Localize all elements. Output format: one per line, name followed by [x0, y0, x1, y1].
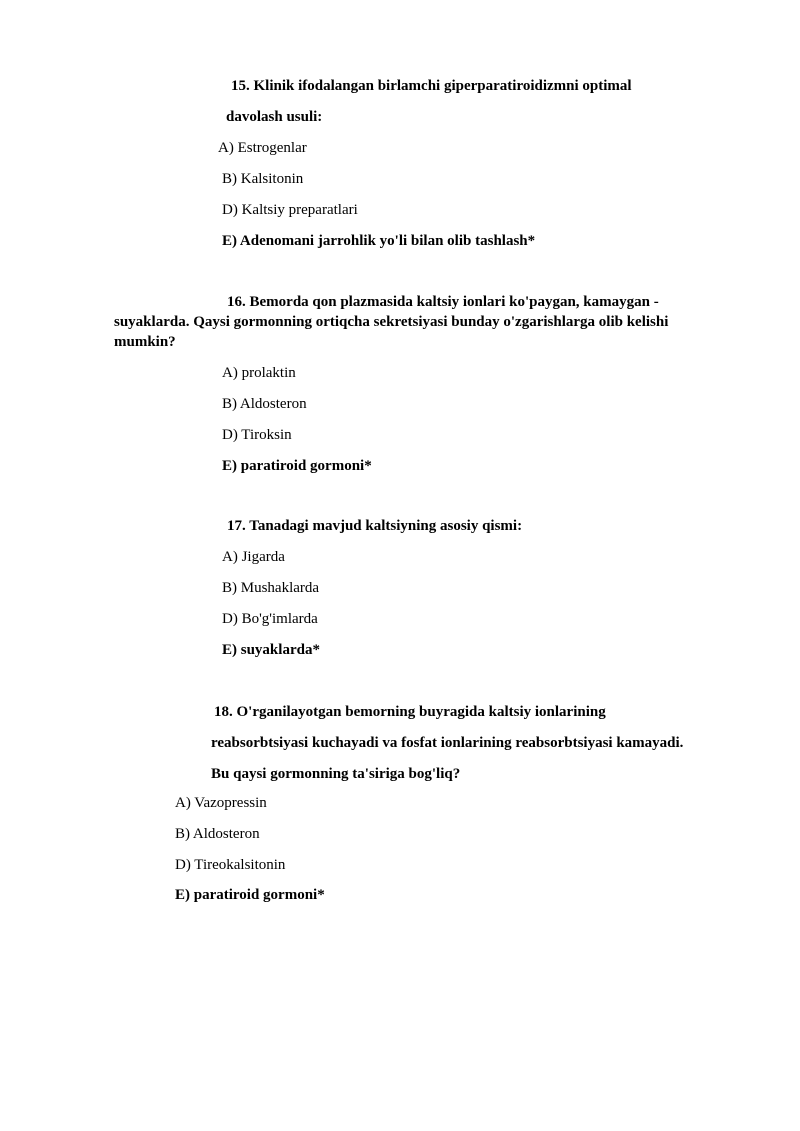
question-15-title-line1: 15. Klinik ifodalangan birlamchi giperparatiroidizmni optimal	[231, 78, 632, 94]
question-18-option-e-correct: E) paratiroid gormoni*	[175, 887, 325, 903]
question-15-option-d: D) Kaltsiy preparatlari	[222, 202, 358, 218]
question-16-option-e-correct: E) paratiroid gormoni*	[222, 458, 372, 474]
question-18-title-line2: reabsorbtsiyasi kuchayadi va fosfat ionlarining reabsorbtsiyasi kamayadi.	[211, 735, 684, 751]
question-17-option-b: B) Mushaklarda	[222, 580, 320, 596]
question-16-option-d: D) Tiroksin	[222, 427, 292, 443]
question-18-title-line1: 18. O'rganilayotgan bemorning buyragida kaltsiy ionlarining	[214, 704, 606, 720]
question-17-option-a: A) Jigarda	[222, 549, 285, 565]
question-17-option-e-correct: E) suyaklarda*	[222, 642, 320, 658]
question-15-option-b: B) Kalsitonin	[222, 171, 304, 187]
question-16-option-a: A) prolaktin	[222, 365, 296, 381]
question-18-option-b: B) Aldosteron	[175, 826, 260, 842]
question-18-option-d: D) Tireokalsitonin	[175, 857, 286, 873]
question-18-option-a: A) Vazopressin	[175, 795, 267, 811]
question-17-title: 17. Tanadagi mavjud kaltsiyning asosiy qismi:	[227, 518, 523, 534]
question-15-option-a: A) Estrogenlar	[218, 140, 307, 156]
question-16-title	[114, 292, 724, 352]
question-16-option-b: B) Aldosteron	[222, 396, 307, 412]
question-17-option-d: D) Bo'g'imlarda	[222, 611, 318, 627]
question-15-title-line2: davolash usuli:	[226, 109, 323, 125]
question-18-title-line3: Bu qaysi gormonning ta'siriga bog'liq?	[211, 766, 461, 782]
question-16-title-text: 16. Bemorda qon plazmasida kaltsiy ionlari ko'paygan, kamaygan - suyaklarda. Qaysi gormonning ortiqcha sekretsiyasi bunday o'zgarishlarga olib kelishi mumkin?	[114, 294, 669, 350]
question-15-option-e-correct: E) Adenomani jarrohlik yo'li bilan olib tashlash*	[222, 233, 536, 249]
